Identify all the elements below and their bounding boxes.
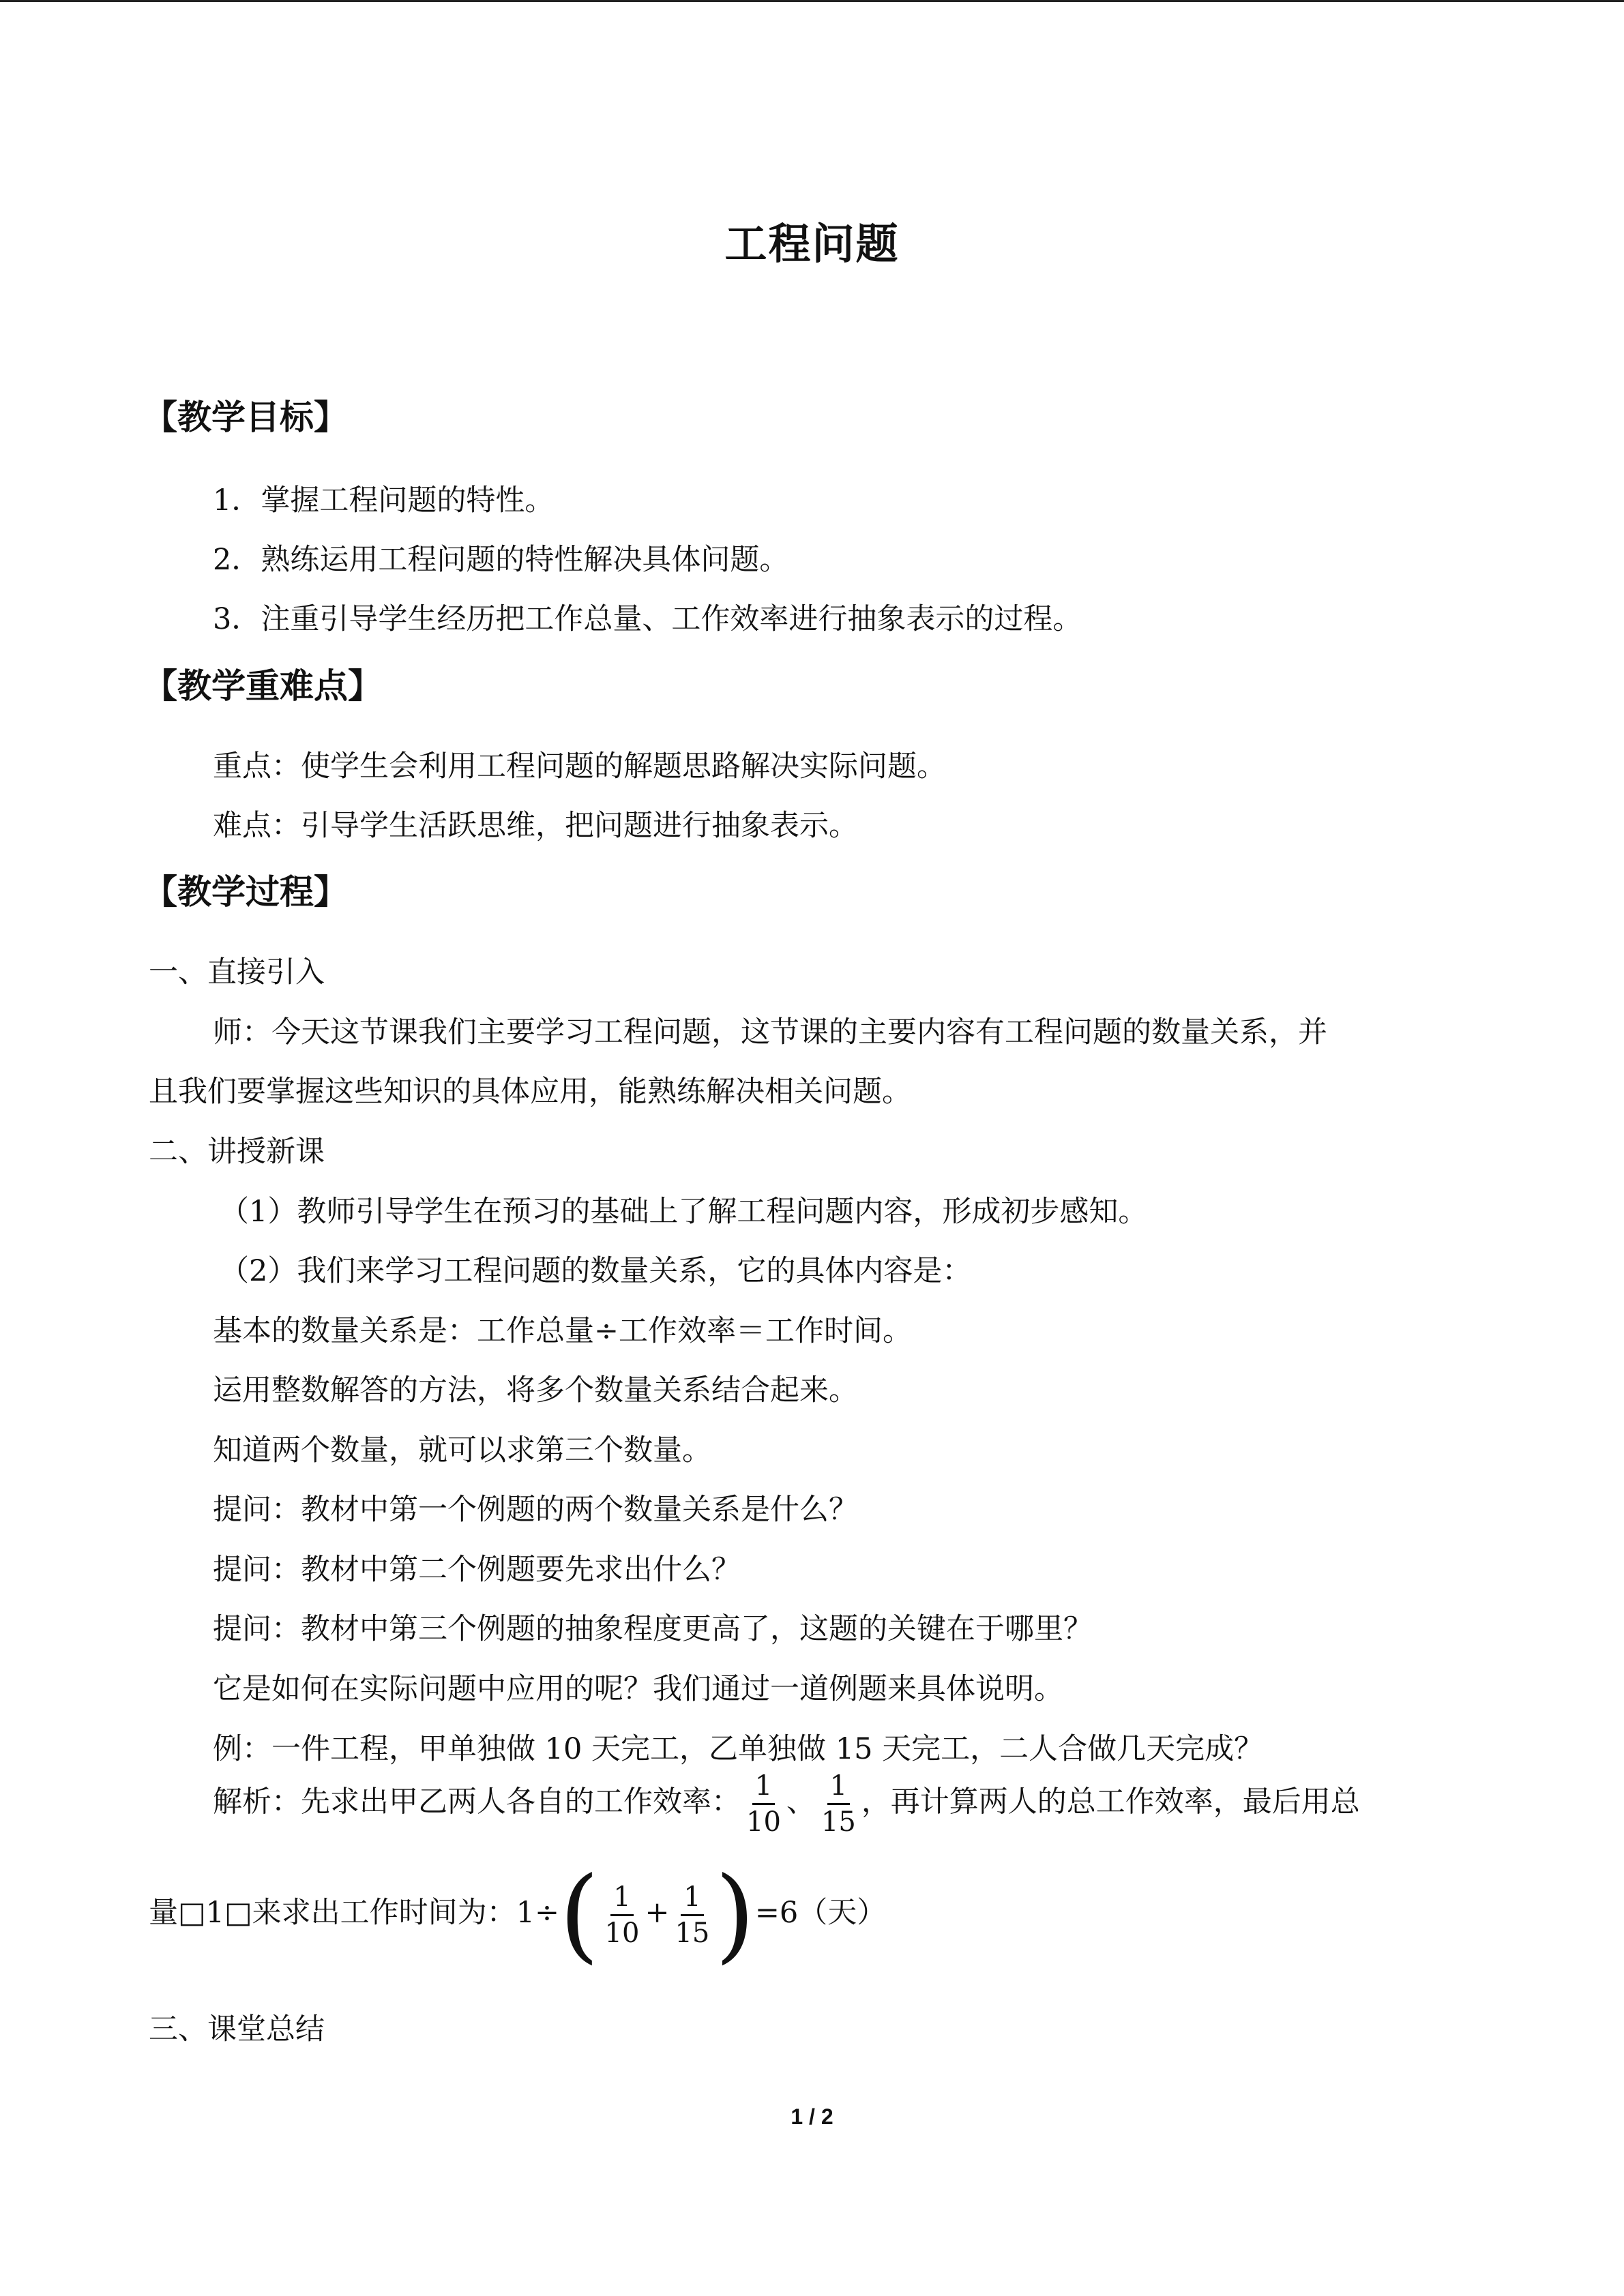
fraction-1-10 xyxy=(743,1772,784,1836)
analysis-line xyxy=(213,1772,1360,1836)
part1-line-2: 且我们要掌握这些知识的具体应用，能熟练解决相关问题。 xyxy=(149,1075,911,1109)
fraction-1-10 xyxy=(602,1883,643,1948)
formula-prefix: 量□1□来求出工作时间为：1÷ xyxy=(149,1896,559,1930)
fraction-numerator: 1 xyxy=(827,1772,850,1805)
method-line: 运用整数解答的方法，将多个数量关系结合起来。 xyxy=(213,1373,858,1407)
goal-item-2: 2．熟练运用工程问题的特性解决具体问题。 xyxy=(213,543,789,577)
analysis-prefix: 解析：先求出甲乙两人各自的工作效率： xyxy=(213,1785,741,1819)
question-3: 提问：教材中第三个例题的抽象程度更高了，这题的关键在于哪里？ xyxy=(213,1612,1093,1646)
example-line: 例：一件工程，甲单独做 10 天完工，乙单独做 15 天完工，二人合做几天完成？ xyxy=(213,1732,1264,1766)
step-1: （1）教师引导学生在预习的基础上了解工程问题内容，形成初步感知。 xyxy=(220,1195,1148,1229)
hard-point: 难点：引导学生活跃思维，把问题进行抽象表示。 xyxy=(213,809,858,843)
question-1: 提问：教材中第一个例题的两个数量关系是什么？ xyxy=(213,1493,858,1527)
plus-sign: + xyxy=(645,1896,670,1930)
application-line: 它是如何在实际问题中应用的呢？我们通过一道例题来具体说明。 xyxy=(213,1672,1063,1706)
part2-title: 二、讲授新课 xyxy=(149,1135,325,1169)
heading-goals: 【教学目标】 xyxy=(143,398,348,437)
know-line: 知道两个数量，就可以求第三个数量。 xyxy=(213,1433,711,1467)
part3-title: 三、课堂总结 xyxy=(149,2012,325,2046)
left-paren: ( xyxy=(559,1855,600,1974)
part1-line-1: 师：今天这节课我们主要学习工程问题，这节课的主要内容有工程问题的数量关系，并 xyxy=(213,1015,1327,1049)
heading-process: 【教学过程】 xyxy=(143,872,348,912)
heading-difficulties: 【教学重难点】 xyxy=(143,666,382,706)
fraction-1-15 xyxy=(818,1772,859,1836)
fraction-denominator: 15 xyxy=(675,1917,710,1949)
question-2: 提问：教材中第二个例题要先求出什么？ xyxy=(213,1553,741,1587)
page-title: 工程问题 xyxy=(724,219,900,269)
goal-item-3: 3．注重引导学生经历把工作总量、工作效率进行抽象表示的过程。 xyxy=(213,602,1082,636)
step-2: （2）我们来学习工程问题的数量关系，它的具体内容是： xyxy=(220,1254,972,1288)
fraction-denominator: 10 xyxy=(746,1806,781,1838)
formula-result: =6（天） xyxy=(754,1896,887,1930)
top-border xyxy=(0,0,1624,2)
fraction-denominator: 10 xyxy=(604,1917,640,1949)
analysis-suffix: ，再计算两人的总工作效率，最后用总 xyxy=(861,1785,1360,1819)
relation-line: 基本的数量关系是：工作总量÷工作效率＝工作时间。 xyxy=(213,1314,913,1348)
goal-item-1: 1．掌握工程问题的特性。 xyxy=(213,483,555,518)
fraction-1-15 xyxy=(672,1883,712,1948)
fraction-numerator: 1 xyxy=(610,1883,633,1916)
page-number: 1 / 2 xyxy=(791,2104,833,2129)
formula-line xyxy=(149,1855,887,1974)
right-paren: ) xyxy=(715,1855,755,1974)
analysis-separator: 、 xyxy=(786,1785,816,1819)
fraction-numerator: 1 xyxy=(681,1883,703,1916)
fraction-denominator: 15 xyxy=(821,1806,856,1838)
key-point: 重点：使学生会利用工程问题的解题思路解决实际问题。 xyxy=(213,749,946,784)
part1-title: 一、直接引入 xyxy=(149,955,325,989)
fraction-numerator: 1 xyxy=(752,1772,775,1805)
